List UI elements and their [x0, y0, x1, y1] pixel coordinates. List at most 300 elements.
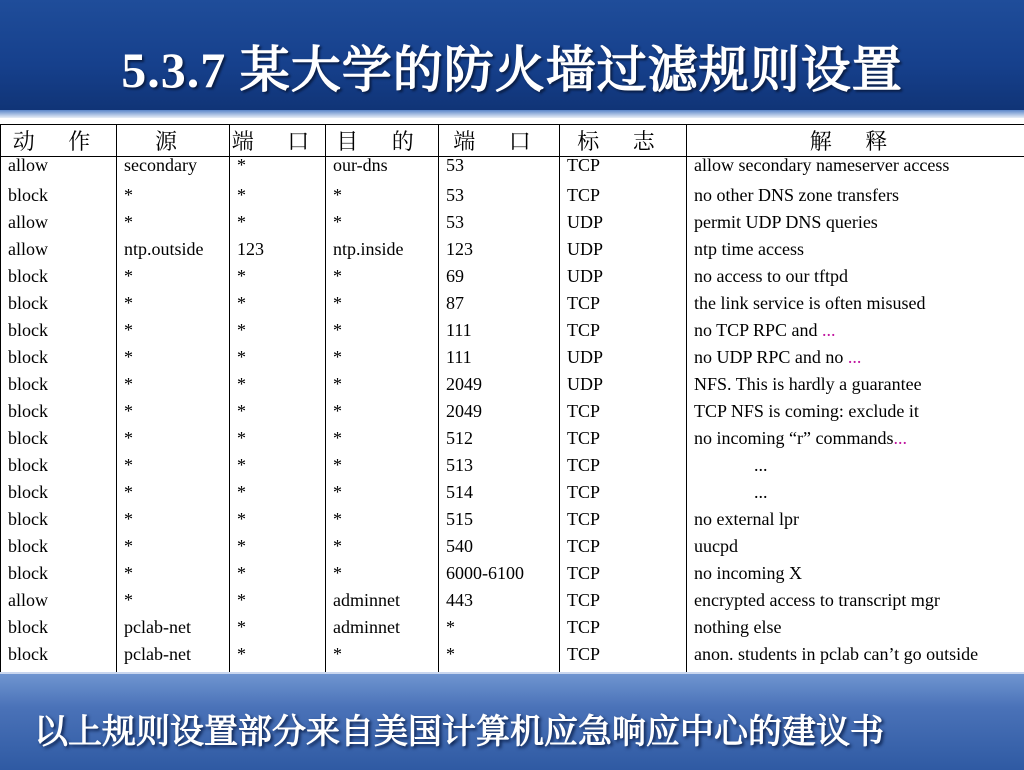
cell-flag [560, 589, 687, 616]
cell-action [1, 346, 117, 373]
cell-action-text: block [8, 293, 48, 313]
cell-action-text: block [8, 374, 48, 394]
cell-destination-port-text: 514 [446, 482, 473, 502]
cell-destination [326, 481, 439, 508]
cell-source-port-text: * [237, 590, 246, 610]
cell-flag-text: TCP [567, 536, 600, 556]
cell-destination-port-text: 513 [446, 455, 473, 475]
cell-flag [560, 211, 687, 238]
cell-flag-text: TCP [567, 644, 600, 664]
cell-source-text: * [124, 536, 133, 556]
cell-action [1, 589, 117, 616]
cell-source [117, 508, 230, 535]
cell-source-port-text: * [237, 509, 246, 529]
cell-source-text: ntp.outside [124, 239, 204, 259]
cell-source [117, 373, 230, 400]
cell-destination-port-text: 87 [446, 293, 464, 313]
table-row [1, 643, 1024, 670]
cell-action-text: block [8, 401, 48, 421]
cell-action [1, 373, 117, 400]
header-source: 源 [117, 125, 230, 157]
cell-explanation [687, 346, 1024, 373]
cell-destination [326, 427, 439, 454]
cell-action [1, 265, 117, 292]
cell-action-text: block [8, 455, 48, 475]
cell-action-text: allow [8, 157, 48, 176]
cell-destination-port-text: 111 [446, 320, 472, 340]
cell-explanation [687, 400, 1024, 427]
cell-source-port [230, 211, 326, 238]
cell-explanation-text: ntp time access [694, 239, 804, 259]
cell-destination-text: * [333, 266, 342, 286]
cell-destination [326, 535, 439, 562]
cell-source [117, 346, 230, 373]
cell-explanation-text: allow secondary nameserver access [694, 157, 949, 176]
cell-source-port-text: * [237, 185, 246, 205]
cell-explanation-text: encrypted access to transcript mgr [694, 590, 940, 610]
cell-destination-port [439, 400, 560, 427]
cell-flag [560, 265, 687, 292]
cell-source [117, 481, 230, 508]
cell-source-port-text: * [237, 212, 246, 232]
cell-explanation-text: no other DNS zone transfers [694, 185, 899, 205]
cell-destination-text: * [333, 536, 342, 556]
cell-flag-text: UDP [567, 347, 603, 367]
cell-source-port-text: * [237, 374, 246, 394]
cell-source-port [230, 535, 326, 562]
cell-destination-text: adminnet [333, 590, 400, 610]
cell-source-port-text: * [237, 157, 246, 176]
cell-flag [560, 481, 687, 508]
cell-flag [560, 562, 687, 589]
cell-destination-port-text: 53 [446, 157, 464, 176]
cell-source-port-text: * [237, 482, 246, 502]
cell-destination [326, 157, 439, 185]
cell-source-port [230, 184, 326, 211]
cell-action-text: allow [8, 239, 48, 259]
cell-explanation-text: anon. students in pclab can’t go outside [694, 644, 978, 664]
cell-source-port [230, 319, 326, 346]
cell-destination [326, 292, 439, 319]
cell-explanation-text: no incoming “r” commands... [694, 428, 907, 448]
cell-explanation [687, 292, 1024, 319]
cell-source [117, 265, 230, 292]
cell-destination-port [439, 643, 560, 670]
cell-destination-text: our-dns [333, 157, 388, 176]
cell-flag-text: UDP [567, 374, 603, 394]
cell-source-text: pclab-net [124, 644, 191, 664]
cell-destination-port [439, 562, 560, 589]
cell-action-text: allow [8, 590, 48, 610]
cell-destination [326, 211, 439, 238]
cell-destination-port [439, 508, 560, 535]
cell-flag-text: TCP [567, 401, 600, 421]
cell-destination-port-text: 2049 [446, 374, 482, 394]
header-action: 动 作 [1, 125, 117, 157]
note-text: 以上规则设置部分来自美国计算机应急响应中心的建议书 [34, 704, 884, 753]
cell-action-text: block [8, 320, 48, 340]
cell-source-port [230, 238, 326, 265]
cell-destination-port-text: 123 [446, 239, 473, 259]
cell-explanation-text: no UDP RPC and no ... [694, 347, 861, 367]
cell-source-port [230, 292, 326, 319]
cell-action-text: block [8, 347, 48, 367]
cell-source-port-text: * [237, 320, 246, 340]
cell-explanation-text: NFS. This is hardly a guarantee [694, 374, 922, 394]
cell-source-port-text: * [237, 266, 246, 286]
cell-source-text: * [124, 320, 133, 340]
cell-source-port-text: * [237, 293, 246, 313]
cell-explanation-text: ... [694, 454, 768, 476]
cell-destination [326, 373, 439, 400]
cell-action [1, 481, 117, 508]
cell-source-port-text: * [237, 401, 246, 421]
cell-source-text: secondary [124, 157, 197, 176]
cell-flag-text: TCP [567, 455, 600, 475]
cell-destination-text: * [333, 509, 342, 529]
cell-source [117, 319, 230, 346]
cell-explanation-text: permit UDP DNS queries [694, 212, 878, 232]
cell-destination-port-text: 53 [446, 212, 464, 232]
cell-flag-text: TCP [567, 185, 600, 205]
cell-action [1, 184, 117, 211]
cell-destination-port-text: * [446, 617, 455, 637]
cell-flag [560, 508, 687, 535]
cell-destination [326, 319, 439, 346]
cell-explanation-text: nothing else [694, 617, 782, 637]
cell-source-port-text: * [237, 455, 246, 475]
cell-destination-text: * [333, 212, 342, 232]
cell-action-text: block [8, 509, 48, 529]
cell-destination [326, 508, 439, 535]
cell-source [117, 643, 230, 670]
cell-flag-text: TCP [567, 157, 600, 176]
cell-destination-port [439, 454, 560, 481]
cell-explanation [687, 562, 1024, 589]
cell-destination-text: * [333, 482, 342, 502]
cell-action [1, 427, 117, 454]
cell-source-text: * [124, 428, 133, 448]
cell-source-text: * [124, 347, 133, 367]
cell-source [117, 292, 230, 319]
cell-destination-port-text: 6000-6100 [446, 563, 524, 583]
cell-source-port [230, 616, 326, 643]
table-row [1, 319, 1024, 346]
cell-destination-text: ntp.inside [333, 239, 404, 259]
cell-source-text: * [124, 455, 133, 475]
cell-destination-port [439, 238, 560, 265]
cell-source-port-text: 123 [237, 239, 264, 259]
cell-destination-text: * [333, 563, 342, 583]
cell-explanation-text: ... [694, 481, 768, 503]
cell-destination-port [439, 319, 560, 346]
cell-source-port-text: * [237, 563, 246, 583]
cell-source-port [230, 265, 326, 292]
cell-explanation-text: no incoming X [694, 563, 802, 583]
table-row [1, 265, 1024, 292]
cell-explanation [687, 535, 1024, 562]
cell-destination-port [439, 373, 560, 400]
cell-source-port [230, 454, 326, 481]
table-row [1, 508, 1024, 535]
cell-destination-port [439, 292, 560, 319]
cell-source-port-text: * [237, 347, 246, 367]
cell-explanation [687, 454, 1024, 481]
cell-destination-port-text: 53 [446, 185, 464, 205]
cell-destination-port-text: 512 [446, 428, 473, 448]
cell-action [1, 535, 117, 562]
cell-flag [560, 535, 687, 562]
cell-destination [326, 562, 439, 589]
table-row [1, 400, 1024, 427]
cell-destination-port [439, 211, 560, 238]
cell-destination [326, 346, 439, 373]
cell-action [1, 211, 117, 238]
cell-source-port [230, 346, 326, 373]
cell-destination [326, 238, 439, 265]
cell-explanation [687, 508, 1024, 535]
cell-explanation [687, 589, 1024, 616]
cell-action-text: block [8, 428, 48, 448]
cell-explanation [687, 643, 1024, 670]
cell-explanation-text: no TCP RPC and ... [694, 320, 836, 340]
cell-source-text: * [124, 590, 133, 610]
cell-action-text: block [8, 482, 48, 502]
cell-explanation [687, 184, 1024, 211]
cell-source-text: * [124, 563, 133, 583]
cell-flag-text: TCP [567, 293, 600, 313]
cell-action [1, 238, 117, 265]
cell-action [1, 157, 117, 185]
cell-destination-port [439, 589, 560, 616]
cell-destination-text: * [333, 374, 342, 394]
header-flags: 标 志 [560, 125, 687, 157]
cell-destination [326, 454, 439, 481]
cell-source [117, 454, 230, 481]
cell-action-text: block [8, 185, 48, 205]
cell-source [117, 616, 230, 643]
cell-explanation-text: uucpd [694, 536, 738, 556]
cell-flag-text: TCP [567, 482, 600, 502]
cell-flag-text: UDP [567, 239, 603, 259]
cell-flag [560, 643, 687, 670]
header-destination: 目 的 [326, 125, 439, 157]
cell-destination-port [439, 616, 560, 643]
slide-title: 5.3.7 某大学的防火墙过滤规则设置 [0, 30, 1024, 102]
cell-source [117, 211, 230, 238]
table-row [1, 481, 1024, 508]
cell-destination-text: adminnet [333, 617, 400, 637]
table-row [1, 292, 1024, 319]
table-row [1, 562, 1024, 589]
cell-source-port [230, 481, 326, 508]
cell-source-port-text: * [237, 617, 246, 637]
cell-source [117, 535, 230, 562]
cell-flag-text: TCP [567, 563, 600, 583]
header-source-port: 端 口 [230, 125, 326, 157]
table-header-row [1, 125, 1024, 157]
cell-destination-text: * [333, 347, 342, 367]
cell-explanation-text: the link service is often misused [694, 293, 925, 313]
cell-destination [326, 643, 439, 670]
cell-source [117, 400, 230, 427]
note-banner [0, 672, 1024, 770]
cell-destination-port [439, 265, 560, 292]
cell-source-text: * [124, 185, 133, 205]
cell-destination [326, 616, 439, 643]
cell-destination [326, 184, 439, 211]
cell-flag [560, 292, 687, 319]
table-row [1, 535, 1024, 562]
cell-explanation [687, 616, 1024, 643]
cell-action [1, 292, 117, 319]
ellipsis-mark: ... [822, 320, 836, 340]
cell-flag [560, 427, 687, 454]
cell-source [117, 427, 230, 454]
cell-destination-text: * [333, 401, 342, 421]
ellipsis-mark: ... [893, 428, 907, 448]
header-explanation: 解 释 [687, 125, 1024, 157]
cell-flag-text: UDP [567, 212, 603, 232]
cell-source-port-text: * [237, 428, 246, 448]
cell-destination-text: * [333, 644, 342, 664]
cell-flag [560, 373, 687, 400]
cell-flag-text: UDP [567, 266, 603, 286]
cell-action [1, 562, 117, 589]
cell-flag [560, 400, 687, 427]
firewall-rules-table [0, 124, 1024, 697]
cell-source-port [230, 157, 326, 185]
cell-destination-port [439, 427, 560, 454]
cell-destination-text: * [333, 320, 342, 340]
cell-action [1, 643, 117, 670]
table-row [1, 616, 1024, 643]
cell-action-text: block [8, 266, 48, 286]
cell-flag-text: TCP [567, 428, 600, 448]
title-bar-shadow [0, 110, 1024, 118]
table-row [1, 157, 1024, 185]
cell-destination [326, 265, 439, 292]
cell-source-text: * [124, 401, 133, 421]
cell-flag [560, 184, 687, 211]
cell-destination-port [439, 184, 560, 211]
table-row [1, 238, 1024, 265]
ellipsis-mark: ... [848, 347, 862, 367]
cell-explanation [687, 157, 1024, 185]
cell-destination-port [439, 481, 560, 508]
cell-destination-text: * [333, 293, 342, 313]
cell-action-text: block [8, 536, 48, 556]
rules-body [1, 157, 1024, 698]
cell-flag [560, 238, 687, 265]
cell-explanation [687, 265, 1024, 292]
table-row [1, 184, 1024, 211]
cell-source [117, 562, 230, 589]
cell-source [117, 184, 230, 211]
cell-action-text: allow [8, 212, 48, 232]
cell-flag [560, 616, 687, 643]
cell-action-text: block [8, 563, 48, 583]
cell-destination [326, 589, 439, 616]
cell-flag [560, 454, 687, 481]
cell-explanation [687, 481, 1024, 508]
header-destination-port: 端 口 [439, 125, 560, 157]
cell-destination-port-text: 69 [446, 266, 464, 286]
cell-source-text: * [124, 293, 133, 313]
cell-action [1, 454, 117, 481]
cell-action [1, 319, 117, 346]
cell-explanation [687, 319, 1024, 346]
cell-flag [560, 319, 687, 346]
cell-destination-port [439, 535, 560, 562]
cell-destination-port-text: * [446, 644, 455, 664]
cell-source-text: * [124, 374, 133, 394]
cell-source-port [230, 400, 326, 427]
cell-destination-text: * [333, 455, 342, 475]
cell-explanation-text: no access to our tftpd [694, 266, 848, 286]
cell-flag-text: TCP [567, 617, 600, 637]
cell-source-text: * [124, 266, 133, 286]
cell-action [1, 616, 117, 643]
cell-source-port-text: * [237, 644, 246, 664]
table-row [1, 589, 1024, 616]
table-row [1, 454, 1024, 481]
cell-source-port-text: * [237, 536, 246, 556]
cell-action [1, 508, 117, 535]
cell-destination [326, 400, 439, 427]
cell-flag-text: TCP [567, 590, 600, 610]
cell-destination-port [439, 157, 560, 185]
cell-destination-text: * [333, 428, 342, 448]
cell-source-text: * [124, 509, 133, 529]
cell-source-port [230, 643, 326, 670]
table-row [1, 427, 1024, 454]
cell-source-text: * [124, 482, 133, 502]
table-row [1, 373, 1024, 400]
cell-source-port [230, 508, 326, 535]
cell-explanation [687, 211, 1024, 238]
cell-source-text: pclab-net [124, 617, 191, 637]
cell-destination-port [439, 346, 560, 373]
cell-explanation-text: TCP NFS is coming: exclude it [694, 401, 919, 421]
cell-source-text: * [124, 212, 133, 232]
cell-action-text: block [8, 644, 48, 664]
cell-source [117, 589, 230, 616]
cell-flag-text: TCP [567, 509, 600, 529]
cell-destination-port-text: 515 [446, 509, 473, 529]
cell-source-port [230, 562, 326, 589]
cell-source-port [230, 589, 326, 616]
cell-explanation [687, 238, 1024, 265]
cell-explanation-text: no external lpr [694, 509, 799, 529]
cell-destination-port-text: 2049 [446, 401, 482, 421]
cell-explanation [687, 373, 1024, 400]
cell-explanation [687, 427, 1024, 454]
cell-source-port [230, 373, 326, 400]
cell-source [117, 157, 230, 185]
cell-destination-text: * [333, 185, 342, 205]
cell-flag [560, 346, 687, 373]
cell-destination-port-text: 111 [446, 347, 472, 367]
cell-flag-text: TCP [567, 320, 600, 340]
table-row [1, 346, 1024, 373]
cell-destination-port-text: 540 [446, 536, 473, 556]
cell-source [117, 238, 230, 265]
cell-flag [560, 157, 687, 185]
cell-destination-port-text: 443 [446, 590, 473, 610]
table-row [1, 211, 1024, 238]
cell-source-port [230, 427, 326, 454]
